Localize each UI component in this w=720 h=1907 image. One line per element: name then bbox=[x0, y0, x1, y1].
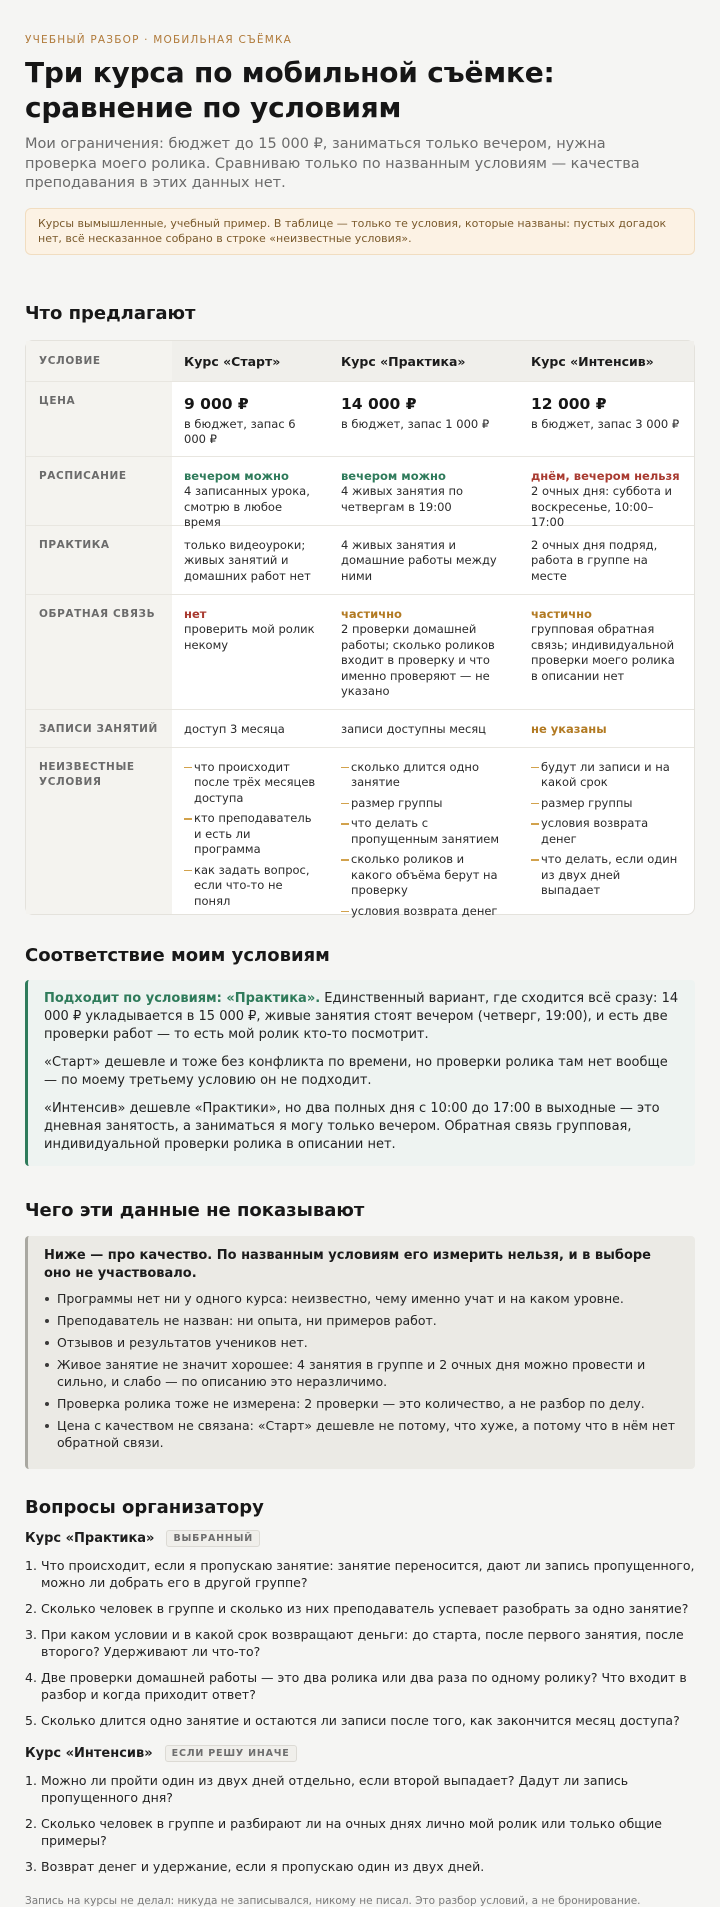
match-paragraph: «Интенсив» дешевле «Практики», но два полных дня с 10:00 до 17:00 в выходные — это дневная занятость, а заниматься я могу только вечером. Обратная связь групповая, индивидуальной проверки ролика в описании нет. bbox=[44, 1100, 660, 1152]
comparison-table bbox=[25, 340, 695, 918]
question-item: 2. Сколько человек в группе и разбирают ли на очных днях лично мой ролик или только общие примеры? bbox=[25, 1815, 662, 1848]
match-heading: Соответствие моим условиям bbox=[25, 944, 330, 966]
status-tag: не указаны bbox=[531, 721, 607, 736]
status-badge: ВЫБРАННЫЙ bbox=[166, 1530, 260, 1547]
unknown-item: сколько роликов и какого объёма берут на проверку bbox=[341, 852, 507, 899]
unknown-item: размер группы bbox=[531, 796, 682, 812]
unknown-item: что делать с пропущенным занятием bbox=[341, 816, 507, 847]
schedule-text: 4 живых занятия по четвергам в 19:00 bbox=[341, 484, 464, 514]
limits-item: Проверка ролика тоже не измерена: 2 проверки — это количество, а не разбор по делу. bbox=[44, 1395, 681, 1412]
status-tag: вечером можно bbox=[341, 468, 446, 483]
limits-lead: Ниже — про качество. По названным условиям его измерить нельзя, и в выборе оно не участвовало. bbox=[44, 1247, 651, 1281]
price-amount: 9 000 ₽ bbox=[184, 394, 249, 413]
records-cell-praktika: записи доступны месяц bbox=[341, 721, 487, 736]
records-cell-intensiv bbox=[519, 710, 694, 747]
offer-section bbox=[25, 302, 695, 918]
price-note: в бюджет, запас 6 000 ₽ bbox=[184, 416, 296, 446]
practice-cell-start: только видеоуроки; живых занятий и домашних работ нет bbox=[184, 537, 311, 583]
unknown-item: будут ли записи и на какой срок bbox=[531, 760, 682, 791]
notice-banner: Курсы вымышленные, учебный пример. В таблице — только те условия, которые названы: пустых догадок нет, всё несказанное собрано в строке «неизвестные условия». bbox=[25, 208, 695, 255]
feedback-cell-start bbox=[172, 595, 329, 709]
row-label-schedule: РАСПИСАНИЕ bbox=[26, 457, 172, 525]
status-tag: частично bbox=[531, 606, 592, 621]
unknown-item: сколько длится одно занятие bbox=[341, 760, 507, 791]
table-row-practice bbox=[26, 525, 694, 594]
column-header-start: Курс «Старт» bbox=[184, 353, 281, 369]
unknown-item: условия возврата денег bbox=[341, 904, 507, 920]
unknown-item: что делать, если один из двух дней выпадает bbox=[531, 852, 682, 899]
feedback-text: 2 проверки домашней работы; сколько роликов входит в проверку и что именно проверяют — не указано bbox=[341, 622, 495, 698]
column-header-intensiv: Курс «Интенсив» bbox=[531, 353, 654, 369]
feedback-text: проверить мой ролик некому bbox=[184, 622, 315, 652]
unknown-item: что происходит после трёх месяцев доступа bbox=[184, 760, 317, 807]
unknown-item: условия возврата денег bbox=[531, 816, 682, 847]
question-course-name: Курс «Практика» bbox=[25, 1530, 155, 1546]
page-title: Три курса по мобильной съёмке: сравнение по условиям bbox=[25, 56, 555, 124]
question-list bbox=[25, 1557, 695, 1729]
limits-item: Программы нет ни у одного курса: неизвестно, чему именно учат и на каком уровне. bbox=[44, 1290, 681, 1307]
question-course-name: Курс «Интенсив» bbox=[25, 1745, 153, 1761]
limits-item: Преподаватель не назван: ни опыта, ни примеров работ. bbox=[44, 1312, 681, 1329]
table-row-unknown bbox=[26, 747, 694, 918]
questions-heading: Вопросы организатору bbox=[25, 1496, 264, 1518]
column-header-praktika: Курс «Практика» bbox=[341, 353, 466, 369]
status-tag: частично bbox=[341, 606, 402, 621]
status-tag: нет bbox=[184, 606, 207, 621]
status-badge: ЕСЛИ РЕШУ ИНАЧЕ bbox=[165, 1745, 297, 1762]
limits-card bbox=[25, 1236, 695, 1469]
table-header-row bbox=[26, 341, 694, 381]
question-list bbox=[25, 1772, 695, 1875]
limits-item: Отзывов и результатов учеников нет. bbox=[44, 1334, 681, 1351]
price-note: в бюджет, запас 1 000 ₽ bbox=[341, 416, 490, 431]
unknown-cell-intensiv bbox=[519, 748, 694, 914]
unknown-cell-praktika bbox=[329, 748, 519, 918]
question-item: 3. При каком условии и в какой срок возвращают деньги: до старта, после первого занятия, после второго? Удерживают ли что-то? bbox=[25, 1626, 684, 1659]
question-item: 3. Возврат денег и удержание, если я пропускаю один из двух дней. bbox=[25, 1858, 485, 1874]
question-group-header bbox=[25, 1745, 695, 1762]
schedule-text: 4 записанных урока, смотрю в любое время bbox=[184, 484, 310, 529]
offer-heading: Что предлагают bbox=[25, 302, 196, 324]
feedback-cell-praktika bbox=[329, 595, 519, 709]
table-row-schedule bbox=[26, 456, 694, 529]
schedule-cell-start bbox=[172, 457, 329, 529]
row-label-price: ЦЕНА bbox=[26, 382, 172, 456]
schedule-text: 2 очных дня: суббота и воскресенье, 10:00–17:00 bbox=[531, 484, 673, 529]
question-item: 4. Две проверки домашней работы — это два ролика или два раза по одному ролику? Что входит в разбор и когда приходит ответ? bbox=[25, 1669, 687, 1702]
row-label-feedback: ОБРАТНАЯ СВЯЗЬ bbox=[26, 595, 172, 709]
table-row-price bbox=[26, 381, 694, 456]
column-header-condition: УСЛОВИЕ bbox=[26, 341, 172, 381]
questions-section bbox=[25, 1497, 695, 1875]
price-cell-start bbox=[172, 382, 329, 456]
match-section bbox=[25, 945, 695, 1166]
lead-text: Мои ограничения: бюджет до 15 000 ₽, заниматься только вечером, нужна проверка моего ролика. Сравниваю только по названным условиям — качества преподавания в этих данных нет. bbox=[25, 136, 640, 191]
price-cell-intensiv bbox=[519, 382, 694, 456]
feedback-cell-intensiv bbox=[519, 595, 694, 709]
question-item: 1. Можно ли пройти один из двух дней отдельно, если второй выпадает? Дадут ли запись пропущенного дня? bbox=[25, 1772, 629, 1805]
footnote: Запись на курсы не делал: никуда не записывался, никому не писал. Это разбор условий, а не бронирование. bbox=[25, 1894, 641, 1907]
limits-heading: Чего эти данные не показывают bbox=[25, 1199, 365, 1221]
match-verdict: Подходит по условиям: «Практика». bbox=[44, 990, 321, 1006]
limits-section bbox=[25, 1200, 695, 1469]
limits-item: Цена с качеством не связана: «Старт» дешевле не потому, что хуже, а потому что в нём нет обратной связи. bbox=[44, 1417, 681, 1451]
price-cell-praktika bbox=[329, 382, 519, 456]
price-note: в бюджет, запас 3 000 ₽ bbox=[531, 416, 680, 431]
unknown-item: как задать вопрос, если что-то не понял bbox=[184, 863, 317, 910]
question-group-header bbox=[25, 1530, 695, 1547]
row-label-practice: ПРАКТИКА bbox=[26, 526, 172, 594]
unknown-item: размер группы bbox=[341, 796, 507, 812]
schedule-cell-intensiv bbox=[519, 457, 694, 529]
question-item: 1. Что происходит, если я пропускаю занятие: занятие переносится, дают ли запись пропущенного, можно ли добрать его в другой группе? bbox=[25, 1557, 695, 1590]
row-label-unknown: НЕИЗВЕСТНЫЕ УСЛОВИЯ bbox=[26, 748, 172, 914]
question-item: 2. Сколько человек в группе и сколько из них преподаватель успевает разобрать за одно занятие? bbox=[25, 1600, 689, 1616]
match-verdict-text: Единственный вариант, где сходится всё сразу: 14 000 ₽ укладывается в 15 000 ₽, живые занятия стоят вечером (четверг, 19:00), и есть две проверки работ — то есть мой ролик кто-то посмотрит. bbox=[44, 990, 679, 1042]
price-amount: 14 000 ₽ bbox=[341, 394, 417, 413]
table-row-records bbox=[26, 709, 694, 747]
status-tag: днём, вечером нельзя bbox=[531, 468, 680, 483]
unknown-cell-start bbox=[172, 748, 329, 914]
practice-cell-praktika: 4 живых занятия и домашние работы между ними bbox=[341, 537, 497, 583]
match-paragraph: «Старт» дешевле и тоже без конфликта по времени, но проверки ролика там нет вообще — по моему третьему условию он не подходит. bbox=[44, 1054, 668, 1088]
limits-item: Живое занятие не значит хорошее: 4 занятия в группе и 2 очных дня можно провести и сильно, и слабо — по описанию это неразличимо. bbox=[44, 1356, 681, 1390]
feedback-text: групповая обратная связь; индивидуальной проверки моего ролика в описании нет bbox=[531, 622, 675, 683]
schedule-cell-praktika bbox=[329, 457, 519, 525]
records-cell-start: доступ 3 месяца bbox=[184, 721, 285, 736]
question-item: 5. Сколько длится одно занятие и остаются ли записи после того, как закончится месяц доступа? bbox=[25, 1712, 680, 1728]
status-tag: вечером можно bbox=[184, 468, 289, 483]
price-amount: 12 000 ₽ bbox=[531, 394, 607, 413]
match-card bbox=[25, 980, 695, 1166]
eyebrow: УЧЕБНЫЙ РАЗБОР · МОБИЛЬНАЯ СЪЁМКА bbox=[25, 34, 293, 46]
practice-cell-intensiv: 2 очных дня подряд, работа в группе на месте bbox=[531, 537, 658, 583]
match-paragraph bbox=[44, 990, 681, 1044]
table-row-feedback bbox=[26, 594, 694, 709]
unknown-item: кто преподаватель и есть ли программа bbox=[184, 811, 317, 858]
row-label-records: ЗАПИСИ ЗАНЯТИЙ bbox=[26, 710, 172, 747]
